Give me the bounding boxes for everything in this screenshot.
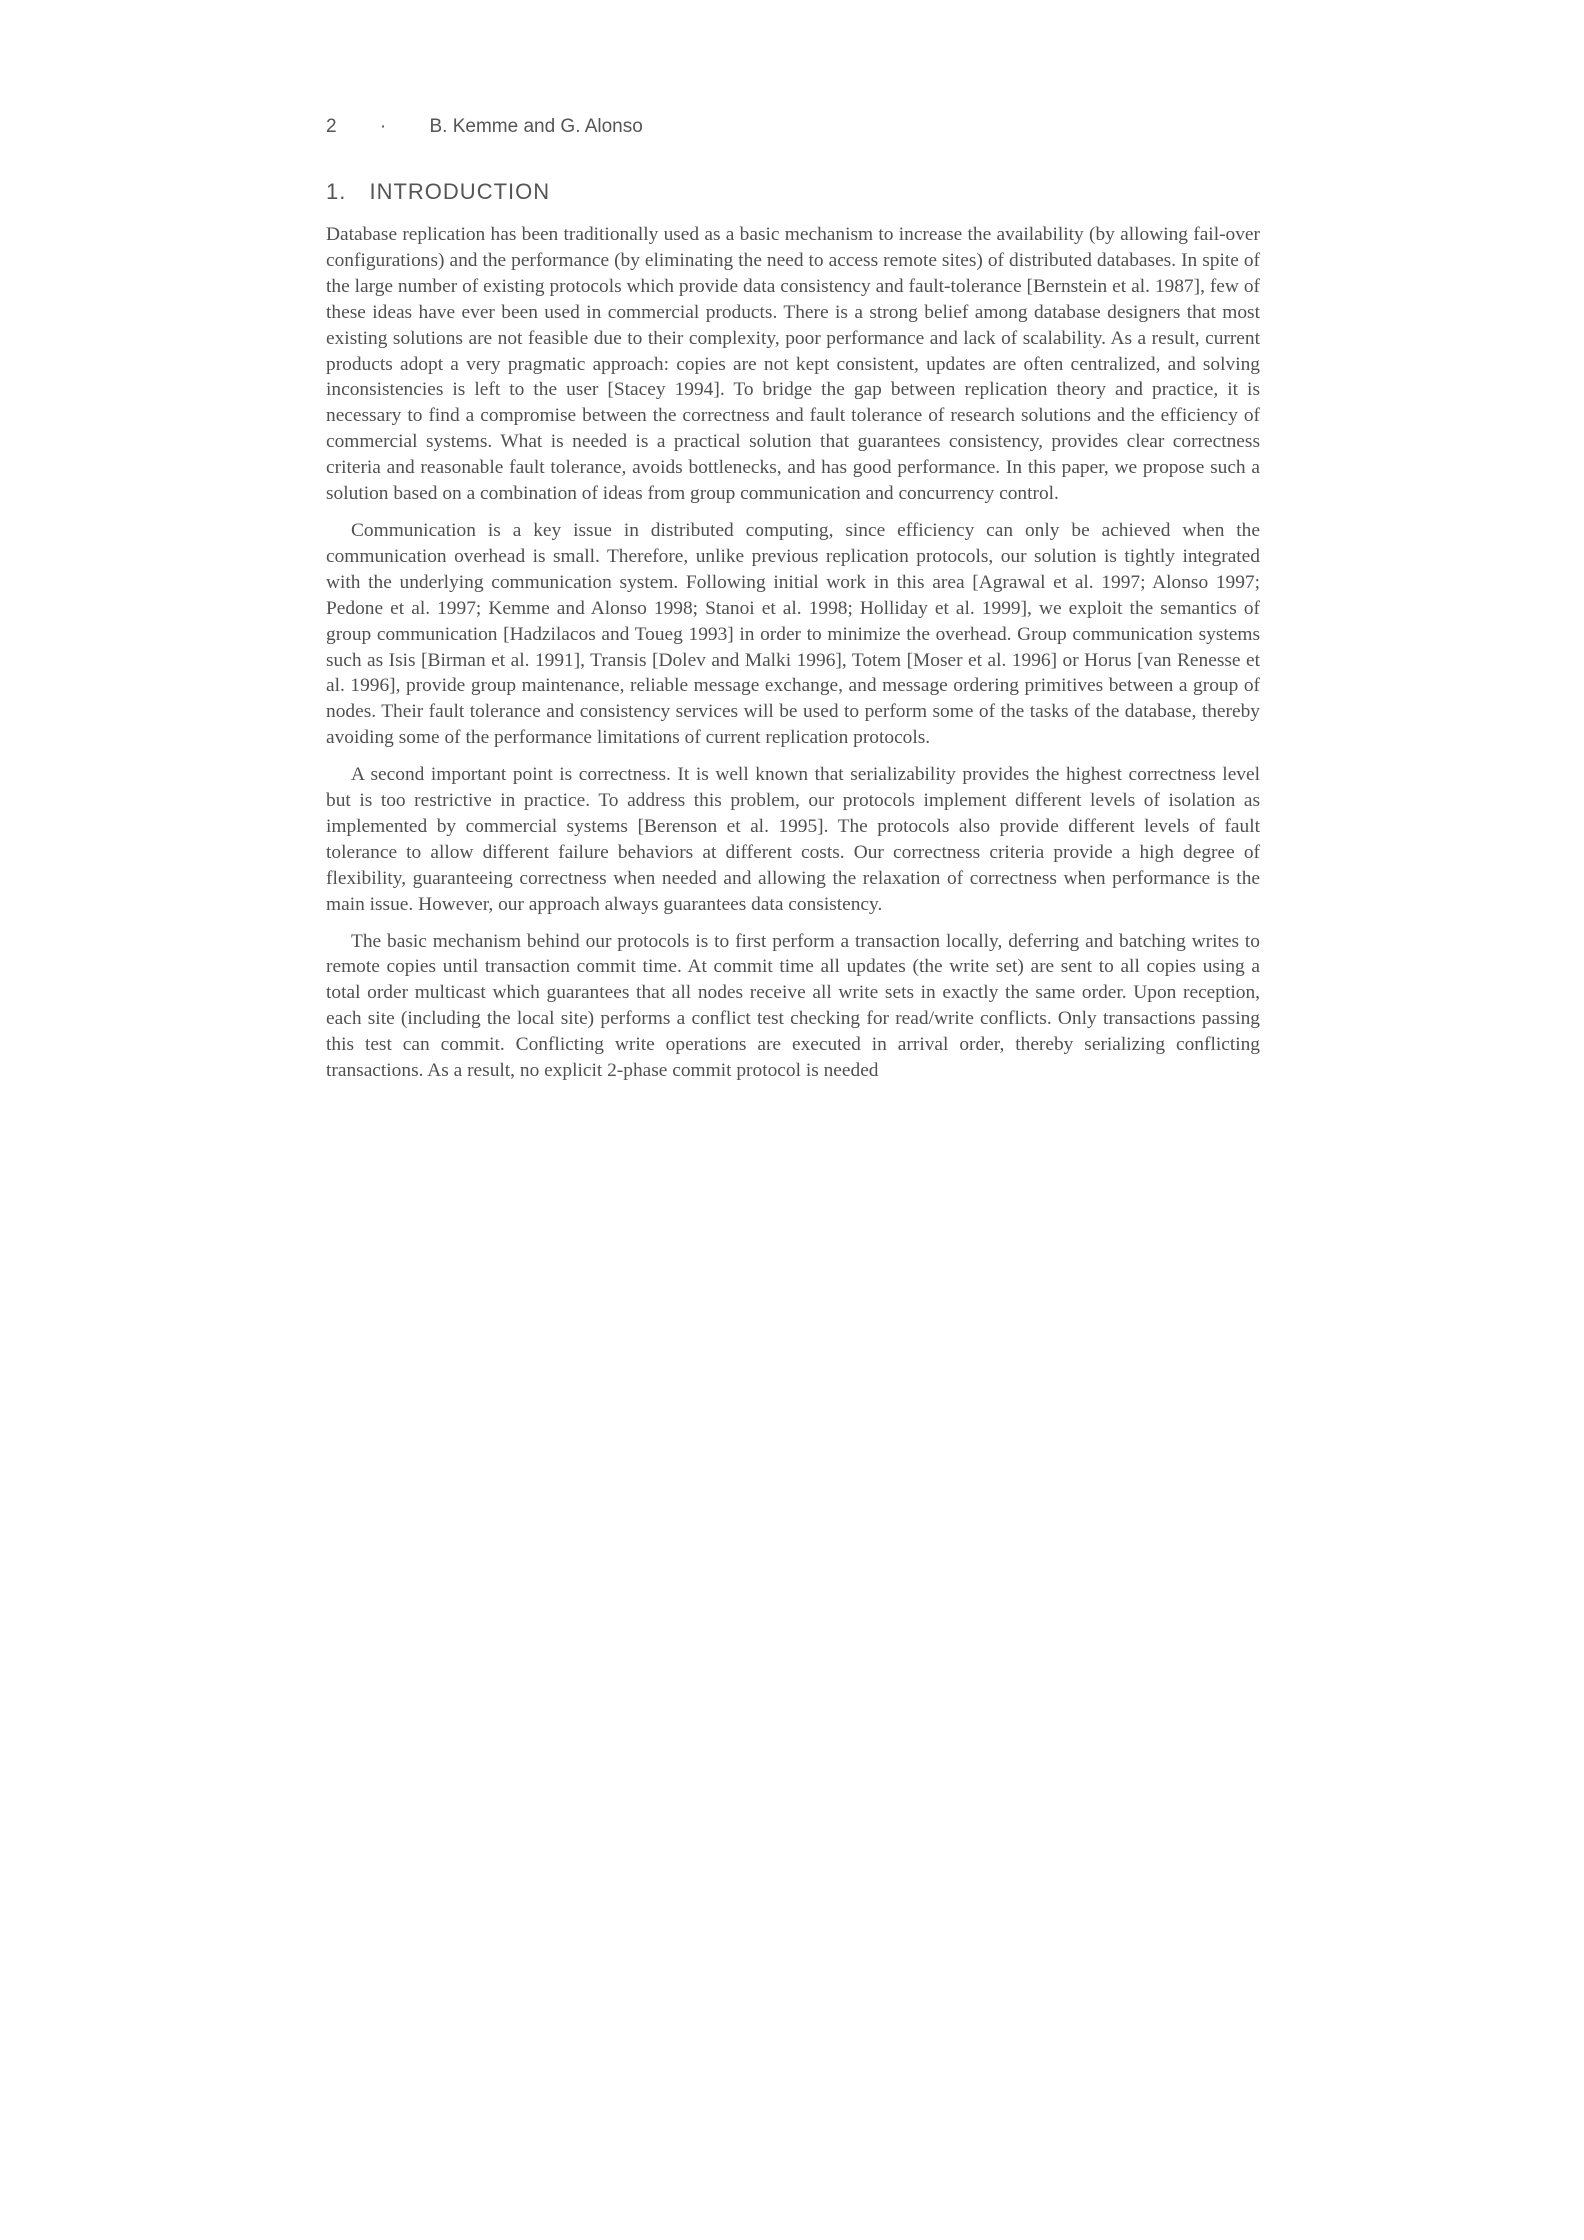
paragraph: Database replication has been traditionally used as a basic mechanism to increase the availability (by allowing fail-over configurations) and the performance (by eliminating the need to access remote sites) of distributed databases. In spite of the large number of existing protocols which provide data consistency and fault-tolerance [Bernstein et al. 1987], few of these ideas have ever been used in commercial products. There is a strong belief among database designers that most existing solutions are not feasible due to their complexity, poor performance and lack of scalability. As a result, current products adopt a very pragmatic approach: copies are not kept consistent, updates are often centralized, and solving inconsistencies is left to the user [Stacey 1994]. To bridge the gap between replication theory and practice, it is necessary to find a compromise between the correctness and fault tolerance of research solutions and the efficiency of commercial systems. What is needed is a practical solution that guarantees consistency, provides clear correctness criteria and reasonable fault tolerance, avoids bottlenecks, and has good performance. In this paper, we propose such a solution based on a combination of ideas from group communication and concurrency control. (326, 224, 1260, 505)
paragraph: The basic mechanism behind our protocols is to first perform a transaction locally, deferring and batching writes to remote copies until transaction commit time. At commit time all updates (the write set) are sent to all copies using a total order multicast which guarantees that all nodes receive all write sets in exactly the same order. Upon reception, each site (including the local site) performs a conflict test checking for read/write conflicts. Only transactions passing this test can commit. Conflicting write operations are executed in arrival order, thereby serializing conflicting transactions. As a result, no explicit 2-phase commit protocol is needed (326, 930, 1260, 1082)
section-number: 1. (326, 179, 347, 204)
section-title: INTRODUCTION (369, 179, 551, 204)
body-text (326, 222, 1260, 1095)
section-heading (326, 176, 1266, 208)
page-number: 2 (326, 116, 337, 137)
running-head-authors: B. Kemme and G. Alonso (429, 116, 643, 137)
paragraph: Communication is a key issue in distributed computing, since efficiency can only be achieved when the communication overhead is small. Therefore, unlike previous replication protocols, our solution is tightly integrated with the underlying communication system. Following initial work in this area [Agrawal et al. 1997; Alonso 1997; Pedone et al. 1997; Kemme and Alonso 1998; Stanoi et al. 1998; Holliday et al. 1999], we exploit the semantics of group communication [Hadzilacos and Toueg 1993] in order to minimize the overhead. Group communication systems such as Isis [Birman et al. 1991], Transis [Dolev and Malki 1996], Totem [Moser et al. 1996] or Horus [van Renesse et al. 1996], provide group maintenance, reliable message exchange, and message ordering primitives between a group of nodes. Their fault tolerance and consistency services will be used to perform some of the tasks of the database, thereby avoiding some of the performance limitations of current replication protocols. (326, 519, 1260, 749)
running-head (326, 112, 1266, 142)
paragraph: A second important point is correctness. It is well known that serializability provides the highest correctness level but is too restrictive in practice. To address this problem, our protocols implement different levels of isolation as implemented by commercial systems [Berenson et al. 1995]. The protocols also provide different levels of fault tolerance to allow different failure behaviors at different costs. Our correctness criteria provide a high degree of flexibility, guaranteeing correctness when needed and allowing the relaxation of correctness when performance is the main issue. However, our approach always guarantees data consistency. (326, 764, 1260, 915)
running-head-separator: · (379, 116, 387, 137)
